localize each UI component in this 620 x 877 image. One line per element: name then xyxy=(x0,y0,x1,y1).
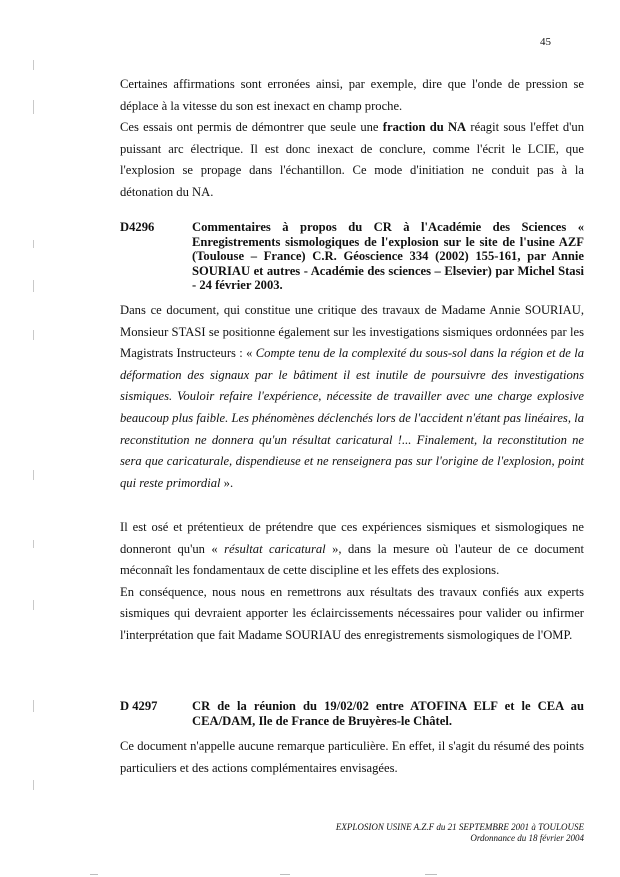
intro-p2-emphasis: fraction du NA xyxy=(382,120,467,135)
d4296-paragraph-3: En conséquence, nous nous en remettrons aux résultats des travaux confiés aux experts sismiques qui devraient apporter les éclaircissements nécessaires pour valider ou infirmer l'interprétation que fait Madame SOURIAU des enregistrements sismologiques de l'OMP. xyxy=(120,584,584,642)
intro-p2-before: Ces essais ont permis de démontrer que seule une xyxy=(120,120,383,135)
scan-margin-mark xyxy=(33,330,34,340)
d4296-paragraph-1 xyxy=(120,300,584,494)
scan-margin-mark xyxy=(33,540,34,548)
intro-paragraph-2 xyxy=(120,117,584,203)
entry-d4297 xyxy=(120,699,584,728)
entry-code: D 4297 xyxy=(120,699,158,713)
d4296-p1-quote: Compte tenu de la complexité du sous-sol dans la région et de la déformation des signaux par le bâtiment il est inutile de poursuivre des investigations sismiques. Vouloir refaire l'expérience, nécessite de travailler avec une charge explosive beaucoup plus faible. Les phénomènes déclenchés lors de l'accident n'étant pas linéaires, la reconstitution ne donnera qu'un résultat caricatural !... Finalement, la reconstitution ne sera que caricaturale, dispendieuse et ne renseignera pas sur l'origine de l'explosion, point qui reste primordial xyxy=(120,346,584,490)
scan-margin-mark xyxy=(33,100,34,114)
entry-heading: Commentaires à propos du CR à l'Académie des Sciences « Enregistrements sismologiques de l'explosion sur le site de l'usine AZF (Toulouse – France) C.R. Géoscience 334 (2002) 155-161, par Annie SOURIAU et autres - Académie des sciences – Elsevier) par Michel Stasi - 24 février 2003. xyxy=(192,220,584,293)
scan-margin-mark xyxy=(33,780,34,790)
d4297-body xyxy=(120,736,584,779)
d4296-body-part-1 xyxy=(120,300,584,494)
d4296-p2-quote: résultat caricatural xyxy=(224,541,326,556)
intro-section xyxy=(120,74,584,204)
scan-bottom-mark xyxy=(425,874,437,875)
d4296-paragraph-2 xyxy=(120,517,584,582)
scan-margin-mark xyxy=(33,600,34,610)
page-number: 45 xyxy=(540,36,551,48)
intro-p2-after: réagit sous l'effet d'un puissant arc électrique. Il est donc inexact de conclure, comme l'écrit le LCIE, que l'explosion se propage dans l'échantillon. Ce mode d'initiation ne conduit pas à la détonation du NA. xyxy=(120,120,584,199)
scan-margin-mark xyxy=(33,700,34,712)
d4296-body-part-2 xyxy=(120,517,584,647)
entry-heading: CR de la réunion du 19/02/02 entre ATOFINA ELF et le CEA au CEA/DAM, Ile de France de Bruyères-le Châtel. xyxy=(192,699,584,728)
scan-margin-mark xyxy=(33,280,34,292)
page-footer xyxy=(300,822,584,844)
scan-bottom-mark xyxy=(90,874,98,875)
d4296-p1-after: ». xyxy=(220,475,234,490)
footer-line-1: EXPLOSION USINE A.Z.F du 21 SEPTEMBRE 2001 à TOULOUSE xyxy=(335,822,584,832)
d4297-paragraph-1: Ce document n'appelle aucune remarque particulière. En effet, il s'agit du résumé des points particuliers et des actions complémentaires envisagées. xyxy=(120,739,584,775)
intro-paragraph-1: Certaines affirmations sont erronées ainsi, par exemple, dire que l'onde de pression se déplace à la vitesse du son est inexact en champ proche. xyxy=(120,77,584,113)
scan-margin-mark xyxy=(33,60,34,70)
footer-line-2: Ordonnance du 18 février 2004 xyxy=(470,833,584,843)
scan-bottom-mark xyxy=(280,874,290,875)
d4296-p2-after: », dans la mesure où l'auteur de ce document méconnaît les fondamentaux de cette discipline et les effets des explosions. xyxy=(120,541,585,578)
d4296-p1-before: Dans ce document, qui constitue une critique des travaux de Madame Annie SOURIAU, Monsieur STASI se positionne également sur les investigations sismiques ordonnées par les Magistrats Instructeurs : « xyxy=(120,303,584,361)
scan-margin-mark xyxy=(33,470,34,480)
entry-code: D4296 xyxy=(120,220,155,234)
scan-margin-mark xyxy=(33,240,34,248)
entry-d4296 xyxy=(120,220,584,293)
d4296-p2-before: Il est osé et prétentieux de prétendre que ces expériences sismiques et sismologiques ne donneront qu'un « xyxy=(120,520,584,556)
